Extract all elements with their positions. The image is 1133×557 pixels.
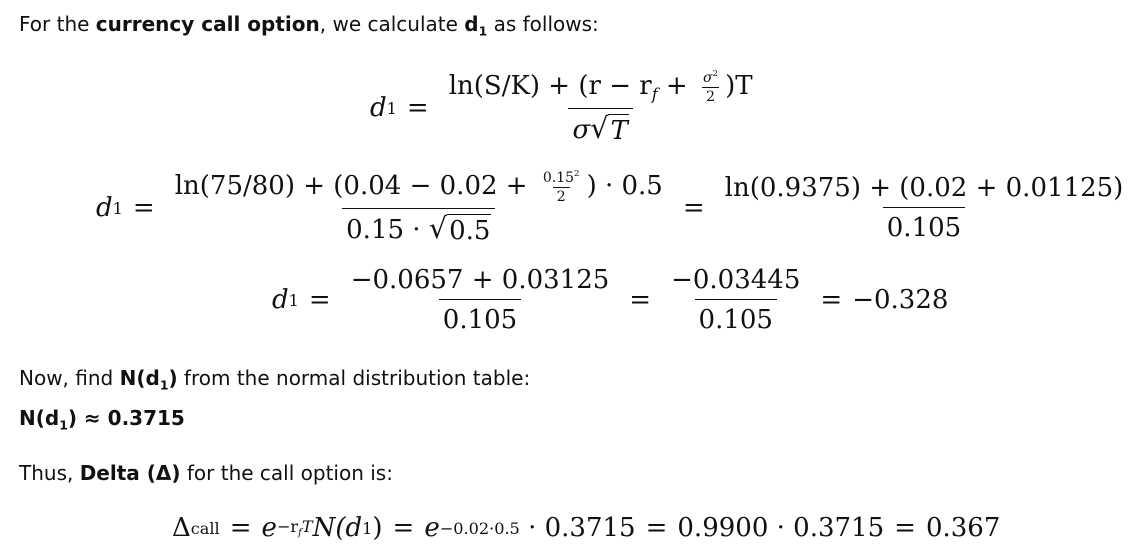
delta-value: 0.367 bbox=[925, 513, 1001, 543]
intro-bold-term: currency call option bbox=[95, 12, 320, 36]
result-fraction-1: $\frac{-0.0657 + 0.03125}{0.105}$ bbox=[350, 265, 610, 335]
nd1-value: $N(d_1) \approx 0.3715$ bbox=[19, 406, 185, 433]
d1-value: −0.328 bbox=[852, 285, 949, 315]
result-fraction-2: $\frac{-0.03445}{0.105}$ bbox=[671, 265, 801, 335]
substitution-fraction: ln(75/80) + (0.04 − 0.02 + $\frac{0.15^2}{2}$ ) · 0.5 0.15 · √ 0.5 bbox=[174, 169, 663, 247]
equation-d1-formula: d 1 = $\ln(S/K) + (r - r_f$ + $\frac{\sigma^2}{2}$ )T σ √ T bbox=[370, 70, 763, 146]
thus-delta-text: Thus, Delta (Δ) for the call option is: bbox=[19, 461, 393, 485]
delta-bold-term: Delta (Δ) bbox=[79, 461, 181, 485]
intro-text: For the currency call option, we calculate $d_1$ as follows: bbox=[19, 12, 599, 39]
d1-formula-fraction: $\ln(S/K) + (r - r_f$ + $\frac{\sigma^2}{2}$ )T σ √ T bbox=[448, 69, 753, 147]
simplified-fraction: $\frac{\ln(0.9375) + (0.02 + 0.01125)}{0.105}$ bbox=[724, 173, 1124, 244]
equation-d1-result: d 1 = $\frac{-0.0657 + 0.03125}{0.105}$ = $\frac{-0.03445}{0.105}$ = −0.328 bbox=[272, 265, 949, 335]
find-nd1-text: Now, find $N(d_1)$ from the normal distribution table: bbox=[19, 366, 531, 393]
equation-d1-substitution: d 1 = ln(75/80) + (0.04 − 0.02 + $\frac{0.15^2}{2}$ ) · 0.5 0.15 · √ 0.5 = $\frac{\ln(0.9375) + (0.02 + 0.01125)}{0.105}$ bbox=[96, 170, 1133, 246]
equation-delta-call: Δ call = e $-r_fT$ N(d 1 ) = e −0.02·0.5 · 0.3715 = 0.9900 · 0.3715 = 0.367 bbox=[172, 513, 1001, 543]
